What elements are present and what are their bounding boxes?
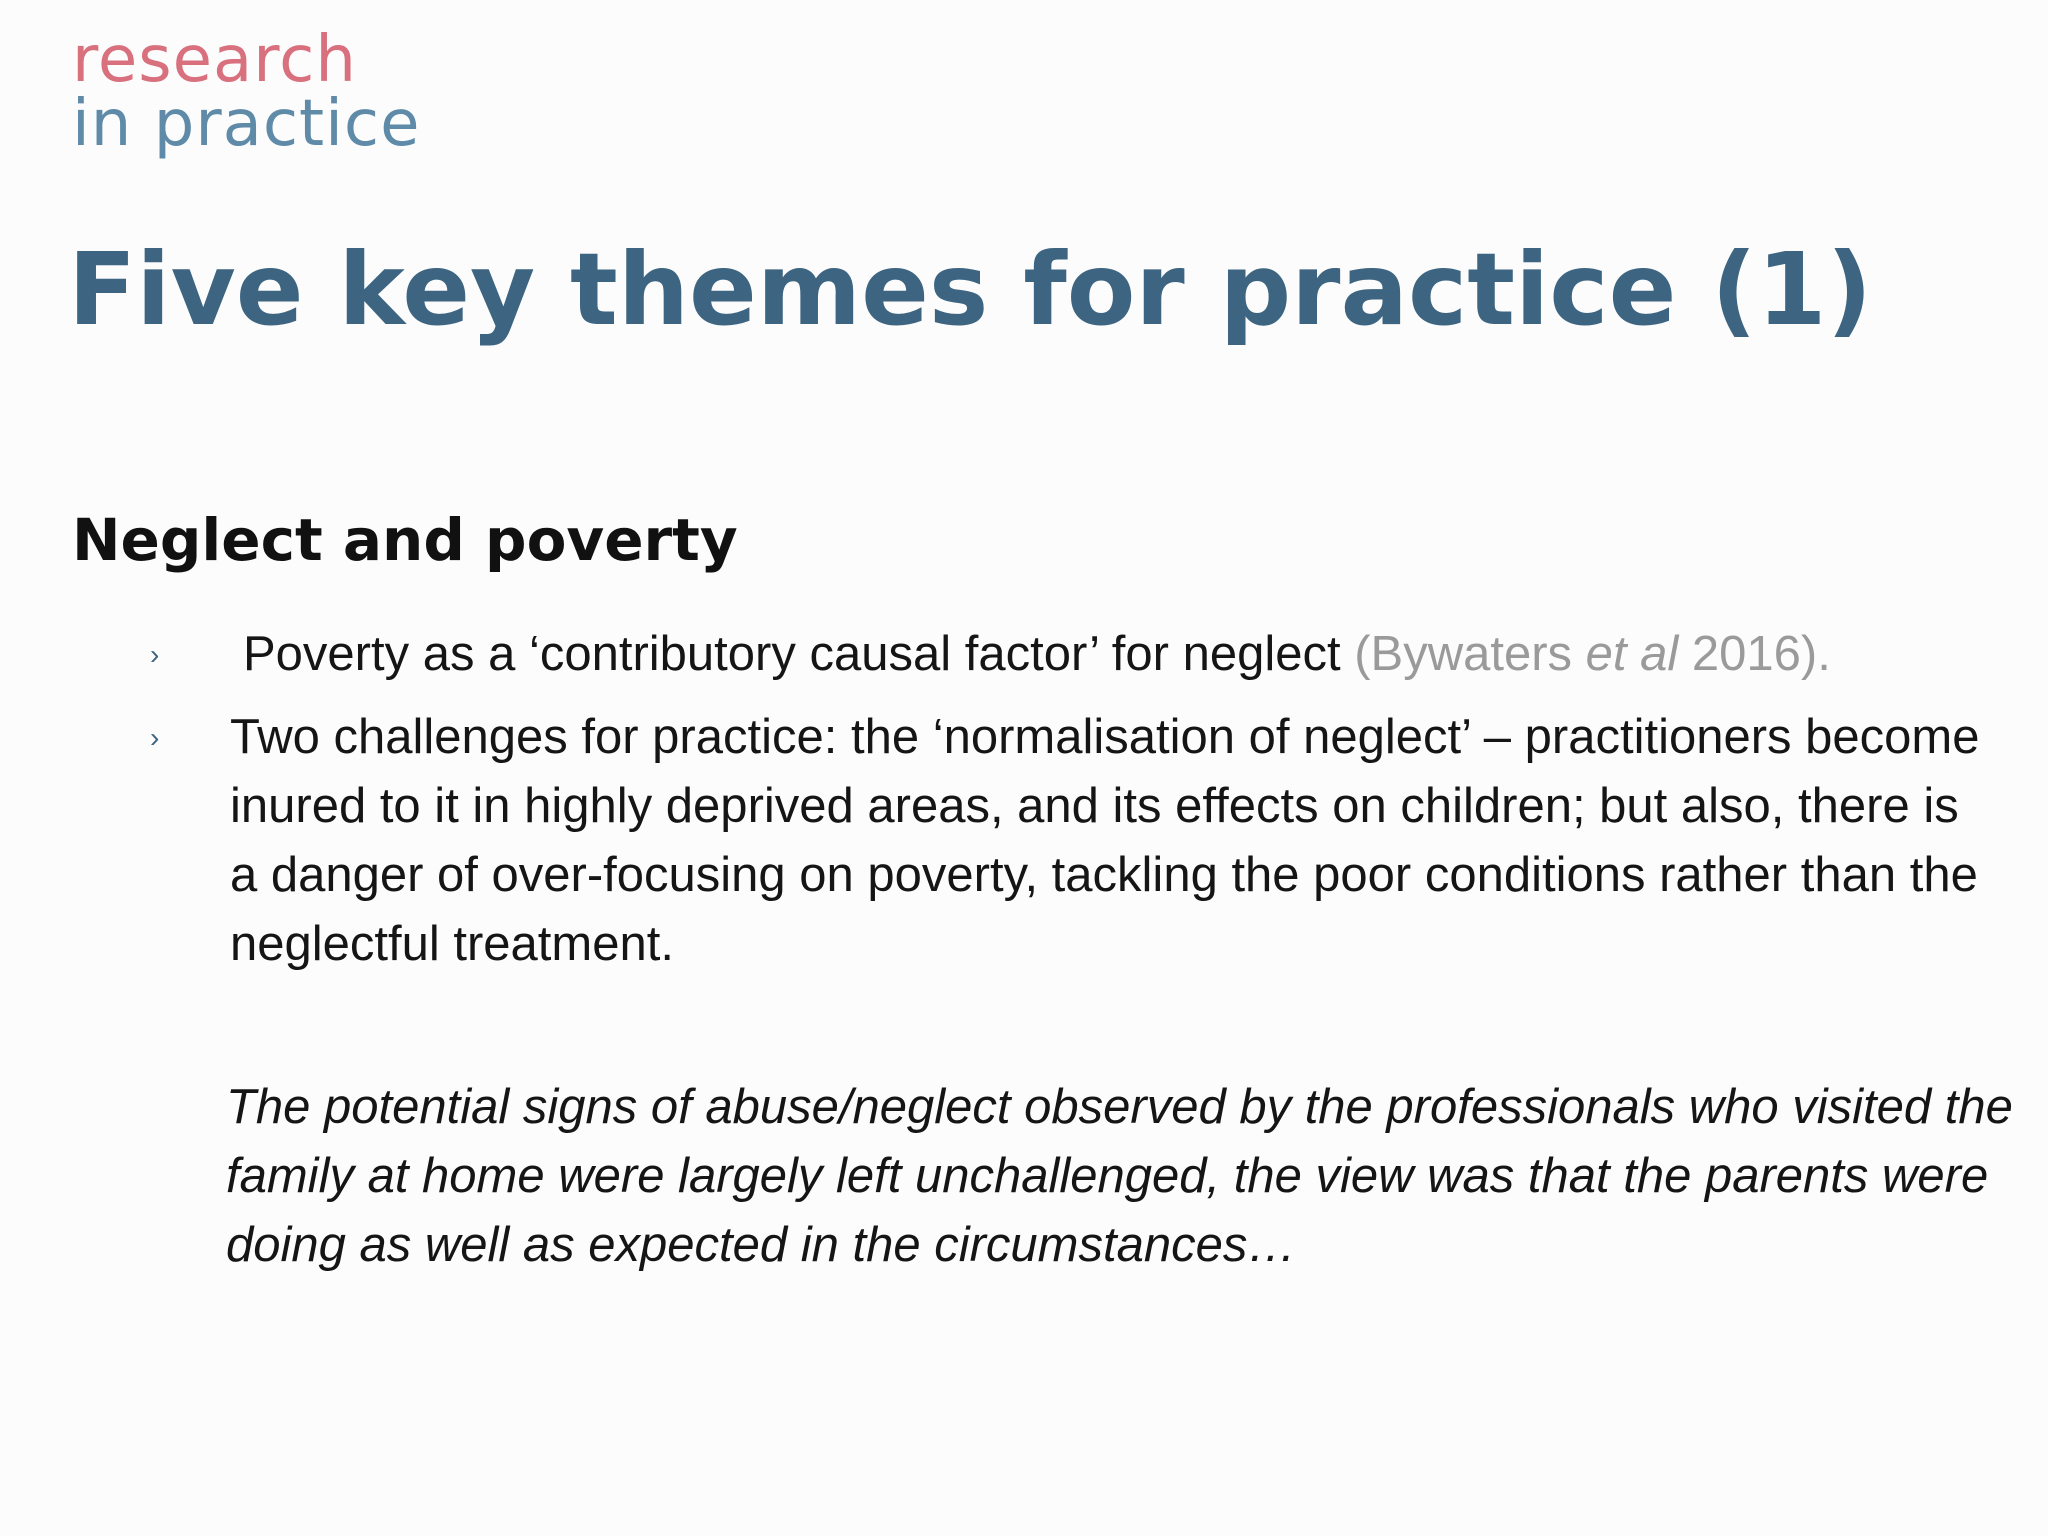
bullet-list (0, 620, 2048, 979)
bullet-body: Poverty as a ‘contributory causal factor’ for neglect (243, 627, 1341, 681)
case-review-quote: The potential signs of abuse/neglect observed by the professionals who visited the family at home were largely left unchallenged, the view was that the parents were doing as well as expected in the circumstances… (226, 1080, 2013, 1272)
citation-close: 2016). (1678, 627, 1831, 681)
slide-title: Five key themes for practice (1) (68, 231, 1873, 348)
bullet-body: Two challenges for practice: the ‘normalisation of neglect’ – practitioners become inured to it in highly deprived areas, and its effects on children; but also, there is a danger of over-focusing on poverty, tackling the poor conditions rather than the neglectful treatment. (230, 710, 1980, 971)
logo-line-research: research (72, 23, 357, 97)
bullet-text (243, 620, 1993, 689)
citation-open: (Bywaters (1354, 627, 1586, 681)
bullet-item (0, 620, 2048, 689)
bullet-chevron-icon: › (150, 639, 160, 670)
research-in-practice-logo (72, 23, 421, 161)
citation-et-al: et al (1585, 627, 1679, 681)
citation (1354, 627, 1831, 681)
bullet-chevron-icon: › (150, 722, 160, 753)
bullet-item (0, 703, 2048, 979)
logo-line-in-practice: in practice (72, 87, 421, 161)
section-heading: Neglect and poverty (72, 506, 738, 574)
